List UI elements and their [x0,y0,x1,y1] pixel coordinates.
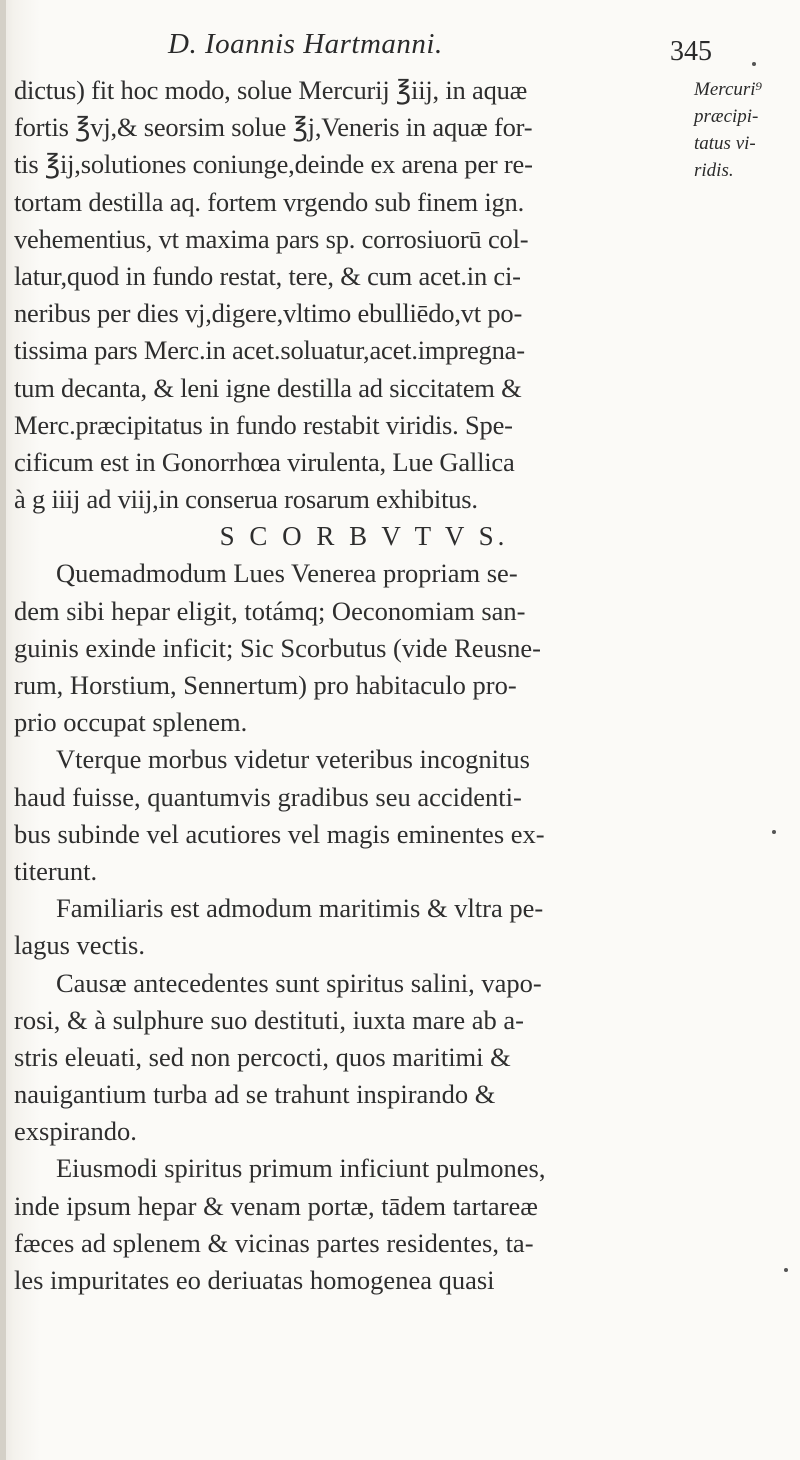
page-header [0,22,800,72]
text-line: vehementius, vt maxima pars sp. corrosiuorū col- [14,223,529,254]
running-head: D. Ioannis Hartmanni. [168,28,443,60]
text-line: stris eleuati, sed non percocti, quos maritimi & [14,1041,511,1072]
text-line: Familiaris est admodum maritimis & vltra pe- [56,893,544,924]
ink-speck [784,1268,788,1272]
text-line: Vterque morbus videtur veteribus incognitus [56,744,530,775]
text-line: rosi, & à sulphure suo destituti, iuxta mare ab a- [14,1004,525,1035]
text-line: bus subinde vel acutiores vel magis eminentes ex- [14,818,545,849]
text-line: nauigantium turba ad se trahunt inspirando & [14,1079,496,1110]
text-line: à g iiij ad viij,in conserua rosarum exhibitus. [14,484,478,515]
text-line: tum decanta, & leni igne destilla ad siccitatem & [14,372,522,403]
margin-note-line: præcipi- [694,106,759,127]
text-line: Quemadmodum Lues Venerea propriam se- [56,558,518,589]
margin-note-line: Mercuri⁹ [694,79,763,100]
section-title: S C O R B V T V S. [219,521,509,552]
margin-note-line: tatus vi- [694,133,756,154]
page-number: 345 [670,36,712,67]
text-line: haud fuisse, quantumvis gradibus seu accidenti- [14,781,522,812]
text-line: neribus per dies vj,digere,vltimo ebulliēdo,vt po- [14,298,523,329]
text-line: fæces ad splenem & vicinas partes residentes, ta- [14,1227,534,1258]
text-line: exspirando. [14,1116,137,1147]
text-line: Eiusmodi spiritus primum inficiunt pulmones, [56,1153,546,1184]
text-line: dem sibi hepar eligit, totámq; Oeconomiam san- [14,595,526,626]
text-line: latur,quod in fundo restat, tere, & cum acet.in ci- [14,260,521,291]
text-line: Causæ antecedentes sunt spiritus salini, vapo- [56,967,542,998]
text-line: inde ipsum hepar & venam portæ, tādem tartareæ [14,1190,538,1221]
margin-note-line: ridis. [694,160,734,181]
text-line: les impuritates eo deriuatas homogenea quasi [14,1265,495,1295]
body-text [14,72,714,1299]
ink-speck [752,62,756,66]
text-line: fortis ℥vj,& seorsim solue ℥j,Veneris in aquæ for- [14,112,533,143]
text-line: rum, Horstium, Sennertum) pro habitaculo pro- [14,670,517,700]
text-line: cificum est in Gonorrhœa virulenta, Lue Gallica [14,446,515,477]
page-binding-edge [0,0,6,1460]
text-line: dictus) fit hoc modo, solue Mercurij ℥iij, in aquæ [14,75,528,105]
text-line: guinis exinde inficit; Sic Scorbutus (vide Reusne- [14,632,541,663]
text-line: titerunt. [14,855,98,886]
text-line: tortam destilla aq. fortem vrgendo sub finem ign. [14,186,525,217]
text-line: tissima pars Merc.in acet.soluatur,acet.impregna- [14,335,525,366]
text-line: Merc.præcipitatus in fundo restabit viridis. Spe- [14,409,513,440]
ink-speck [772,830,776,834]
text-line: prio occupat splenem. [14,707,248,738]
text-line: tis ℥ij,solutiones coniunge,deinde ex arena per re- [14,149,533,180]
text-line: lagus vectis. [14,930,145,961]
